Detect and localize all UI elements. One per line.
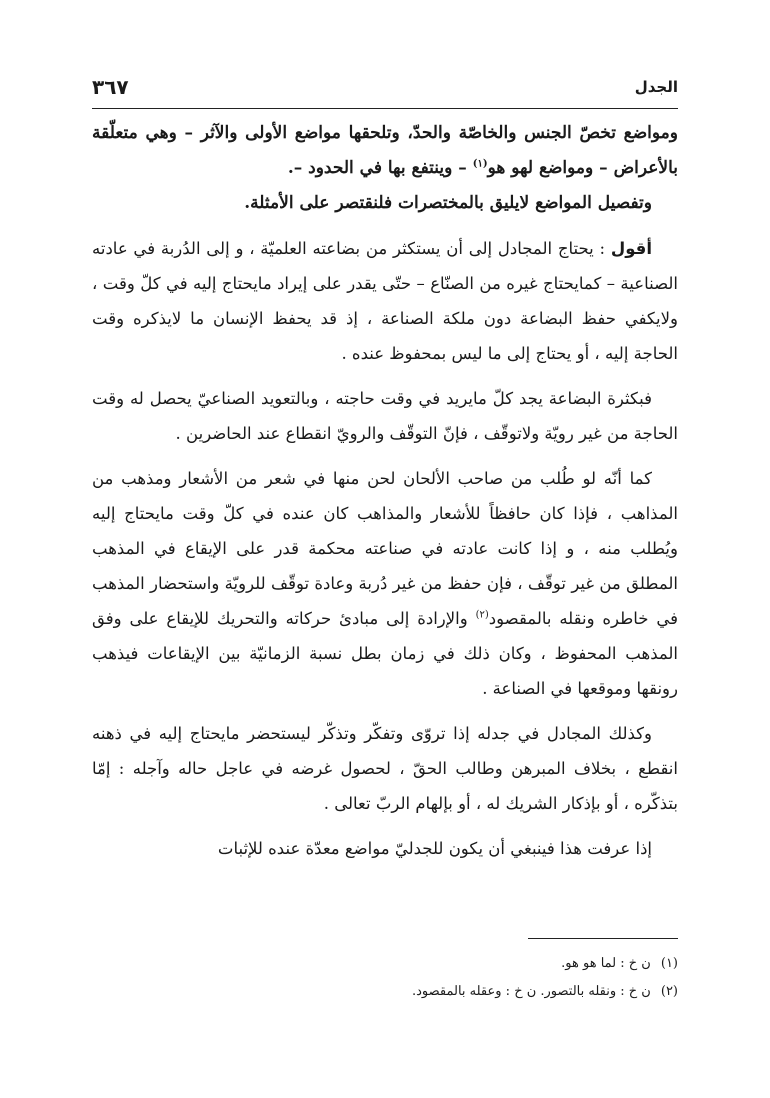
paragraph-summary: وتفصيل المواضع لايليق بالمختصرات فلنقتصر على الأمثلة. <box>244 193 652 213</box>
footnote <box>92 978 678 1006</box>
main-text <box>92 116 678 866</box>
running-title: الجدل <box>634 78 678 96</box>
lead-word: أقول <box>610 239 652 258</box>
footnote-text: ن خ : لما هو هو. <box>561 956 651 971</box>
footnote <box>92 950 678 978</box>
footnote-separator <box>528 938 678 939</box>
header-rule <box>92 108 678 109</box>
page-header <box>92 72 678 102</box>
footnote-number: (١) <box>660 956 678 971</box>
paragraph-topics: ومواضع تخصّ الجنس والخاصّة والحدّ، وتلحقها مواضع الأولى والآثر – وهي متعلّقة بالأعراض – ومواضع لهو هو$^{(١)}$ – وينتفع بها في الحدود –. <box>92 123 678 178</box>
footnote-text: ن خ : ونقله بالتصور. ن خ : وعقله بالمقصود. <box>411 984 651 999</box>
footnote-ref-1: (١) <box>472 158 488 170</box>
footnote-ref-2: (٢) <box>475 609 489 621</box>
paragraph-debater: وكذلك المجادل في جدله إذا تروّى وتفكّر وتذكّر ليستحضر مايحتاج إليه في ذهنه انقطع ، بخلاف المبرهن وطالب الحقّ ، لحصول غرضه في عاجل حاله وآجله : إمّا بتذكّره ، أو بإذكار الشريك له ، أو بإلهام الربّ تعالى . <box>92 724 678 813</box>
footnotes <box>92 950 678 1006</box>
page-number: ٣٦٧ <box>92 75 129 99</box>
paragraph-skill: فبكثرة البضاعة يجد كلّ مايريد في وقت حاجته ، وبالتعويد الصناعيّ يحصل له وقت الحاجة من غير رويّة ولاتوقّف ، فإنّ التوقّف والرويّ انقطاع عند الحاضرين . <box>92 389 678 443</box>
paragraph-commentary-start: أقول : يحتاج المجادل إلى أن يستكثر من بضاعته العلميّة ، و إلى الدُربة في عادته الصناعية – كمايحتاج غيره من الصنّاع – حتّى يقدر على إيراد مايحتاج إليه في كلّ وقت ، ولايكفي حفظ البضاعة دون ملكة الصناعة ، إذ قد يحفظ الإنسان ما لايذكره وقت الحاجة إليه ، أو يحتاج إلى ما ليس بمحفوظ عنده . <box>92 239 678 363</box>
footnote-number: (٢) <box>660 984 678 999</box>
paragraph-conclusion: إذا عرفت هذا فينبغي أن يكون للجدليّ مواضع معدّة عنده للإثبات <box>217 839 652 858</box>
paragraph-melody-example: كما أنّه لو طُلب من صاحب الألحان لحن منها في شعر من الأشعار ومذهب من المذاهب ، فإذا كان حافظاً للأشعار والمذاهب كان عنده في كلّ وقت مايحتاج إليه ويُطلب منه ، و إذا كانت عادته في صناعته محكمة قدر على الإيقاع في المذهب المطلق من غير توقّف ، فإن حفظ من غير دُربة وعادة توقّف للرويّة واستحضار المذهب في خاطره ونقله بالمقصود$^{(٢)}$ والإرادة إلى مبادئ حركاته والتحريك للإيقاع على وفق المذهب المحفوظ ، وكان ذلك في زمان بطل نسبة الزمانيّة بين الإيقاعات فيذهب رونقها وموقعها في الصناعة . <box>92 469 678 698</box>
